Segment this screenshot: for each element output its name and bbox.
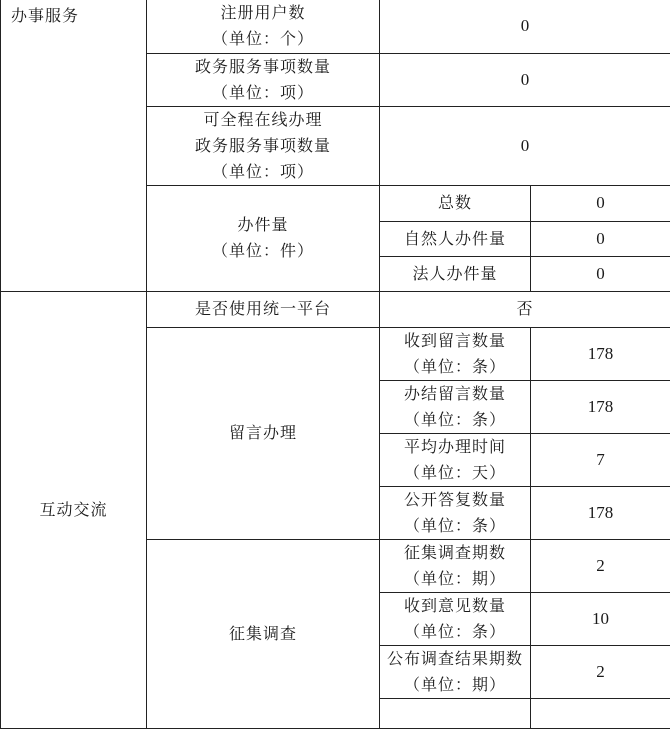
online-items-label — [147, 106, 380, 185]
messages-received-name: 收到留言数量 — [380, 328, 530, 354]
opinions-received-label — [380, 592, 531, 645]
survey-results-periods-value: 2 — [531, 645, 670, 698]
survey-results-periods-unit: （单位：期） — [380, 672, 530, 698]
avg-handling-time-unit: （单位：天） — [380, 460, 530, 486]
registered-users-label — [147, 0, 380, 53]
public-replies-name: 公开答复数量 — [380, 487, 530, 513]
avg-handling-time-label — [380, 433, 531, 486]
cases-legal-person-label: 法人办件量 — [380, 256, 531, 291]
messages-closed-value: 178 — [531, 380, 670, 433]
messages-label: 留言办理 — [147, 327, 380, 539]
messages-received-unit: （单位：条） — [380, 354, 530, 380]
survey-label: 征集调查 — [147, 539, 380, 728]
online-items-value: 0 — [380, 106, 670, 185]
online-items-name-1: 可全程在线办理 — [147, 107, 379, 133]
service-items-name: 政务服务事项数量 — [147, 54, 379, 80]
empty-cell — [531, 698, 670, 728]
online-items-name-2: 政务服务事项数量 — [147, 133, 379, 159]
public-replies-value: 178 — [531, 486, 670, 539]
registered-users-name: 注册用户数 — [147, 0, 379, 26]
cases-natural-person-value: 0 — [531, 221, 670, 256]
cases-total-value: 0 — [531, 185, 670, 221]
messages-closed-unit: （单位：条） — [380, 407, 530, 433]
survey-results-periods-label — [380, 645, 531, 698]
opinions-received-unit: （单位：条） — [380, 619, 530, 645]
messages-received-label — [380, 327, 531, 380]
messages-closed-label — [380, 380, 531, 433]
unified-platform-label: 是否使用统一平台 — [147, 291, 380, 327]
messages-received-value: 178 — [531, 327, 670, 380]
cases-legal-person-value: 0 — [531, 256, 670, 291]
section-title-service: 办事服务 — [1, 0, 147, 291]
unified-platform-value: 否 — [380, 291, 670, 327]
registered-users-value: 0 — [380, 0, 670, 53]
cases-natural-person-label: 自然人办件量 — [380, 221, 531, 256]
cases-name: 办件量 — [147, 212, 379, 238]
service-items-value: 0 — [380, 53, 670, 106]
service-items-label — [147, 53, 380, 106]
section-title-interaction: 互动交流 — [1, 291, 147, 728]
public-replies-unit: （单位：条） — [380, 513, 530, 539]
avg-handling-time-name: 平均办理时间 — [380, 434, 530, 460]
opinions-received-value: 10 — [531, 592, 670, 645]
cases-label — [147, 185, 380, 291]
survey-results-periods-name: 公布调查结果期数 — [380, 646, 530, 672]
survey-periods-name: 征集调查期数 — [380, 540, 530, 566]
survey-periods-label — [380, 539, 531, 592]
opinions-received-name: 收到意见数量 — [380, 593, 530, 619]
service-items-unit: （单位：项） — [147, 80, 379, 106]
registered-users-unit: （单位：个） — [147, 26, 379, 52]
survey-periods-unit: （单位：期） — [380, 566, 530, 592]
online-items-unit: （单位：项） — [147, 159, 379, 185]
cases-total-label: 总数 — [380, 185, 531, 221]
cases-unit: （单位：件） — [147, 238, 379, 264]
empty-cell — [380, 698, 531, 728]
public-replies-label — [380, 486, 531, 539]
avg-handling-time-value: 7 — [531, 433, 670, 486]
messages-closed-name: 办结留言数量 — [380, 381, 530, 407]
survey-periods-value: 2 — [531, 539, 670, 592]
